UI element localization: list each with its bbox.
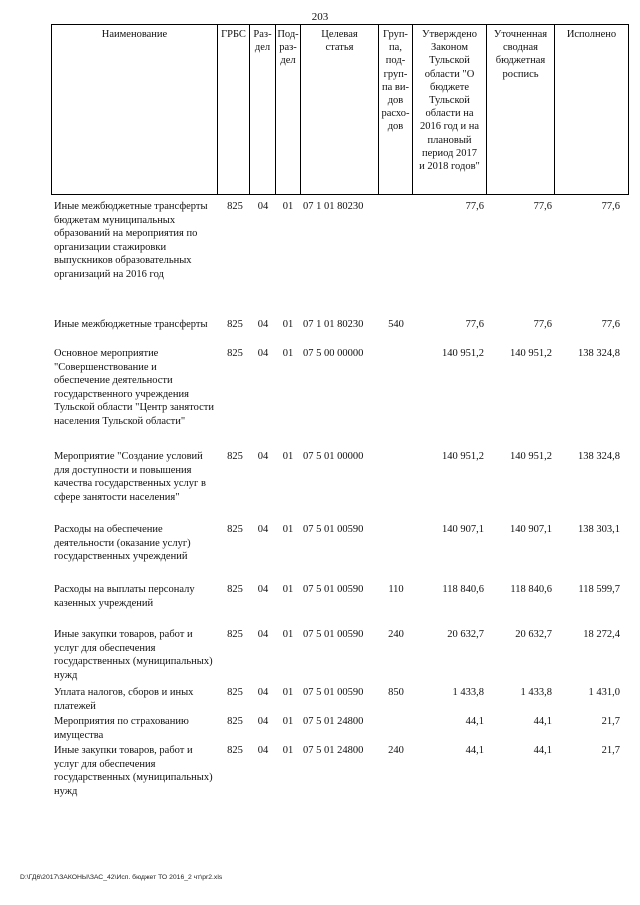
row-podrazdel: 01 [282, 201, 294, 212]
row-executed: 138 303,1 [578, 524, 620, 535]
row-group: 240 [388, 629, 404, 640]
row-target: 07 5 01 00590 [303, 584, 364, 595]
row-grbs: 825 [227, 629, 243, 640]
row-executed: 21,7 [601, 745, 620, 756]
row-refined: 140 907,1 [510, 524, 552, 535]
file-path-footer: D:\ГД6\2017\ЗАКОНЫ\ЗАС_42\Исп. бюджет ТО 2016_2 чт\pr2.xls [20, 874, 223, 881]
header-col-divider [628, 24, 629, 195]
row-target: 07 5 01 00590 [303, 524, 364, 535]
row-podrazdel: 01 [282, 451, 294, 462]
header-refined: Уточненная сводная бюджетная роспись [493, 29, 548, 80]
row-razdel: 04 [257, 716, 269, 727]
header-bottom-border [51, 194, 629, 195]
row-razdel: 04 [257, 524, 269, 535]
row-approved: 140 907,1 [442, 524, 484, 535]
row-executed: 1 431,0 [588, 687, 620, 698]
row-razdel: 04 [257, 687, 269, 698]
row-podrazdel: 01 [282, 745, 294, 756]
row-grbs: 825 [227, 745, 243, 756]
row-name: Иные межбюджетные трансферты бюджетам муниципальных образований на мероприятия по организации стажировки выпускников образовательных организаций на 2016 год [54, 201, 208, 280]
row-target: 07 5 01 00590 [303, 687, 364, 698]
row-target: 07 1 01 80230 [303, 319, 364, 330]
row-group: 110 [388, 584, 404, 595]
row-name: Иные межбюджетные трансферты [54, 319, 208, 330]
row-podrazdel: 01 [282, 348, 294, 359]
row-executed: 77,6 [601, 319, 620, 330]
header-col-divider [51, 24, 52, 195]
row-razdel: 04 [257, 201, 269, 212]
page-number: 203 [311, 11, 329, 23]
row-executed: 21,7 [601, 716, 620, 727]
header-approved: Утверждено Законом Тульской области "О бюджете Тульской области на 2016 год и на плановый период 2017 и 2018 годов" [419, 29, 480, 173]
row-target: 07 5 01 24800 [303, 716, 364, 727]
row-name: Расходы на выплаты персоналу казенных учреждений [54, 584, 195, 609]
row-target: 07 1 01 80230 [303, 201, 364, 212]
row-executed: 138 324,8 [578, 348, 620, 359]
row-approved: 140 951,2 [442, 348, 484, 359]
row-name: Основное мероприятие "Совершенствование и обеспечение деятельности государственного учреждения Тульской области "Центр занятости населения Тульской области" [54, 348, 214, 427]
row-name: Расходы на обеспечение деятельности (оказание услуг) государственных учреждений [54, 524, 191, 563]
header-group: Груп- па, под- груп- па ви- дов расхо- дов [381, 29, 410, 133]
row-target: 07 5 00 00000 [303, 348, 364, 359]
row-refined: 44,1 [533, 745, 552, 756]
row-approved: 77,6 [465, 201, 484, 212]
row-razdel: 04 [257, 745, 269, 756]
row-name: Мероприятия по страхованию имущества [54, 716, 189, 741]
row-executed: 118 599,7 [578, 584, 620, 595]
header-name: Наименование [101, 29, 168, 40]
row-approved: 140 951,2 [442, 451, 484, 462]
header-col-divider [217, 24, 218, 195]
row-refined: 20 632,7 [515, 629, 552, 640]
row-name: Уплата налогов, сборов и иных платежей [54, 687, 194, 712]
row-grbs: 825 [227, 348, 243, 359]
row-podrazdel: 01 [282, 629, 294, 640]
row-grbs: 825 [227, 451, 243, 462]
header-podrazdel: Под- раз- дел [277, 29, 299, 67]
row-podrazdel: 01 [282, 687, 294, 698]
row-refined: 118 840,6 [510, 584, 552, 595]
row-group: 540 [388, 319, 404, 330]
header-col-divider [554, 24, 555, 195]
row-target: 07 5 01 00000 [303, 451, 364, 462]
row-podrazdel: 01 [282, 584, 294, 595]
row-grbs: 825 [227, 584, 243, 595]
row-podrazdel: 01 [282, 716, 294, 727]
row-refined: 77,6 [533, 319, 552, 330]
row-razdel: 04 [257, 584, 269, 595]
row-refined: 140 951,2 [510, 348, 552, 359]
header-top-border [51, 24, 629, 25]
row-target: 07 5 01 00590 [303, 629, 364, 640]
row-podrazdel: 01 [282, 524, 294, 535]
row-executed: 18 272,4 [583, 629, 620, 640]
row-approved: 77,6 [465, 319, 484, 330]
row-razdel: 04 [257, 629, 269, 640]
row-group: 850 [388, 687, 404, 698]
row-grbs: 825 [227, 319, 243, 330]
row-grbs: 825 [227, 524, 243, 535]
row-name: Иные закупки товаров, работ и услуг для обеспечения государственных (муниципальных) нужд [54, 629, 213, 681]
row-refined: 44,1 [533, 716, 552, 727]
row-grbs: 825 [227, 716, 243, 727]
row-group: 240 [388, 745, 404, 756]
row-approved: 44,1 [465, 745, 484, 756]
row-podrazdel: 01 [282, 319, 294, 330]
header-executed: Исполнено [566, 29, 617, 40]
row-approved: 1 433,8 [452, 687, 484, 698]
row-razdel: 04 [257, 348, 269, 359]
row-razdel: 04 [257, 451, 269, 462]
row-grbs: 825 [227, 687, 243, 698]
header-razdel: Раз- дел [253, 29, 272, 54]
row-executed: 138 324,8 [578, 451, 620, 462]
row-name: Мероприятие "Создание условий для доступности и повышения качества государственных услуг в сфере занятости населения" [54, 451, 206, 503]
header-grbs: ГРБС [221, 29, 246, 40]
row-target: 07 5 01 24800 [303, 745, 364, 756]
row-approved: 44,1 [465, 716, 484, 727]
row-executed: 77,6 [601, 201, 620, 212]
row-name: Иные закупки товаров, работ и услуг для обеспечения государственных (муниципальных) нужд [54, 745, 213, 797]
header-target: Целевая статья [321, 29, 358, 54]
row-razdel: 04 [257, 319, 269, 330]
row-refined: 140 951,2 [510, 451, 552, 462]
row-grbs: 825 [227, 201, 243, 212]
row-approved: 118 840,6 [442, 584, 484, 595]
row-approved: 20 632,7 [447, 629, 484, 640]
row-refined: 1 433,8 [520, 687, 552, 698]
row-refined: 77,6 [533, 201, 552, 212]
